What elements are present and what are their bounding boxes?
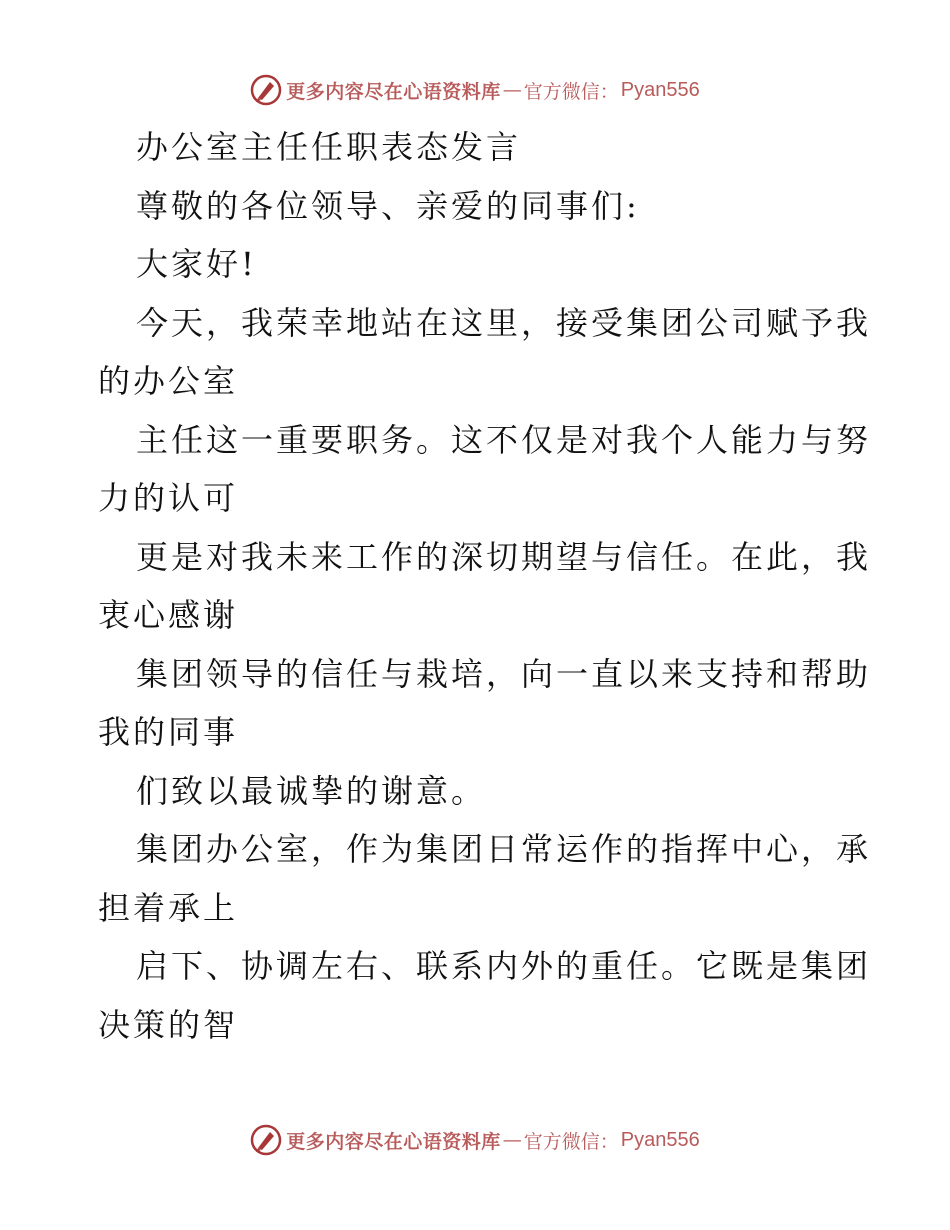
text-line: 今天，我荣幸地站在这里，接受集团公司赋予我 xyxy=(136,303,872,342)
pen-logo-icon xyxy=(250,74,282,106)
text-line: 启下、协调左右、联系内外的重任。它既是集团 xyxy=(136,947,872,985)
watermark-site-text: 更多内容尽在心语资料库 xyxy=(286,1130,501,1153)
text-line: 办公室主任任职表态发言 xyxy=(136,128,522,166)
text-line: 决策的智 xyxy=(98,1005,239,1044)
footer-watermark xyxy=(0,1122,950,1158)
header-watermark xyxy=(0,72,950,108)
text-line: 主任这一重要职务。这不仅是对我个人能力与努 xyxy=(136,420,872,459)
text-line: 更是对我未来工作的深切期望与信任。在此，我 xyxy=(136,537,872,576)
pen-logo-icon xyxy=(250,1124,282,1156)
text-line: 们致以最诚挚的谢意。 xyxy=(136,771,487,810)
document-body xyxy=(98,118,872,1054)
watermark-wechat-id: Pyan556 xyxy=(620,78,700,101)
text-line: 担着承上 xyxy=(98,888,239,927)
text-line: 的办公室 xyxy=(98,362,239,400)
text-line: 大家好! xyxy=(136,245,257,283)
watermark-dash: — xyxy=(502,1129,522,1151)
text-line: 集团办公室，作为集团日常运作的指挥中心，承 xyxy=(136,830,872,868)
text-line: 集团领导的信任与栽培，向一直以来支持和帮助 xyxy=(136,654,872,693)
watermark-label: 官方微信： xyxy=(523,1130,619,1153)
text-line: 衷心感谢 xyxy=(98,596,239,634)
watermark-site-text: 更多内容尽在心语资料库 xyxy=(286,80,501,103)
watermark-label: 官方微信： xyxy=(523,80,619,103)
watermark-wechat-id: Pyan556 xyxy=(620,1128,700,1151)
text-line: 我的同事 xyxy=(98,713,239,751)
text-line: 力的认可 xyxy=(98,479,239,517)
text-line: 尊敬的各位领导、亲爱的同事们: xyxy=(136,186,640,225)
watermark-dash: — xyxy=(502,79,522,101)
